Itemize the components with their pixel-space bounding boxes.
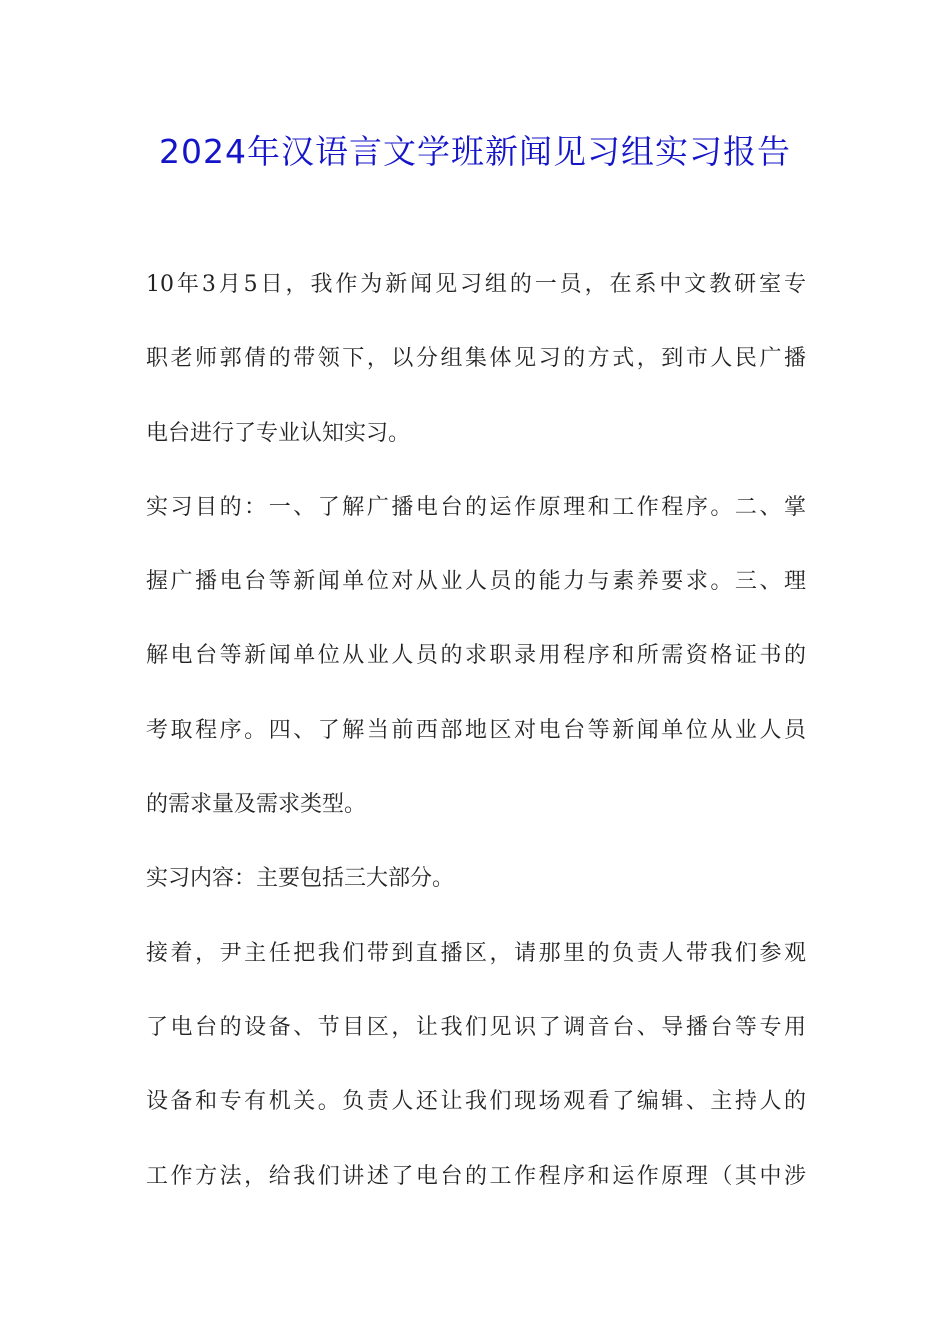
text-line: 考取程序。四、了解当前西部地区对电台等新闻单位从业人员 — [146, 717, 806, 743]
document-body — [146, 261, 806, 1227]
text-line: 了电台的设备、节目区，让我们见识了调音台、导播台等专用 — [146, 1014, 806, 1040]
text-line: 10年3月5日，我作为新闻见习组的一员，在系中文教研室专 — [146, 272, 806, 297]
text-line: 握广播电台等新闻单位对从业人员的能力与素养要求。三、理 — [146, 569, 806, 595]
text-line: 实习内容：主要包括三大部分。 — [146, 866, 455, 892]
text-line: 解电台等新闻单位从业人员的求职录用程序和所需资格证书的 — [146, 643, 806, 669]
text-line: 设备和专有机关。负责人还让我们现场观看了编辑、主持人的 — [146, 1089, 806, 1115]
text-line: 实习目的：一、了解广播电台的运作原理和工作程序。二、掌 — [146, 494, 806, 520]
paragraph-live-broadcast-visit — [146, 930, 806, 1227]
text-line: 职老师郭倩的带领下，以分组集体见习的方式，到市人民广播 — [146, 346, 806, 372]
paragraph-internship-purpose — [146, 484, 806, 855]
text-line: 接着，尹主任把我们带到直播区，请那里的负责人带我们参观 — [146, 940, 806, 966]
text-line: 工作方法，给我们讲述了电台的工作程序和运作原理（其中涉 — [146, 1163, 806, 1189]
paragraph-internship-content — [146, 855, 806, 929]
paragraph-internship-intro — [146, 261, 806, 484]
text-line: 电台进行了专业认知实习。 — [146, 420, 411, 446]
document-title: 2024年汉语言文学班新闻见习组实习报告 — [159, 132, 791, 171]
text-line: 的需求量及需求类型。 — [146, 792, 367, 818]
